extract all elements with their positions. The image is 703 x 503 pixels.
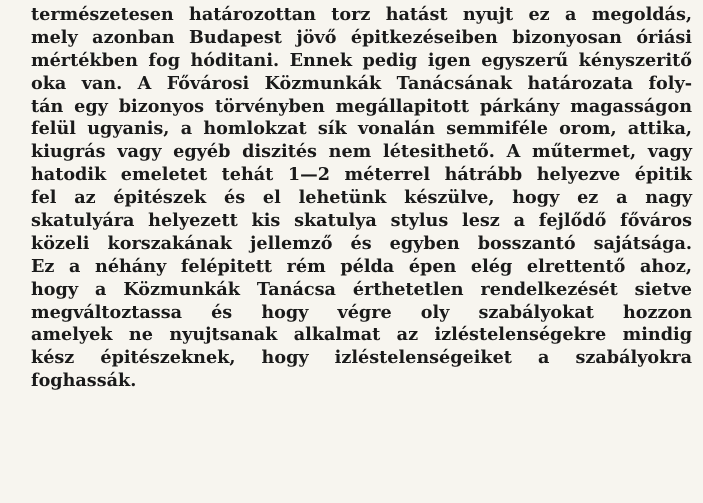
text-line: Ez a néhány felépitett rém példa épen elég elrettentő ahoz, xyxy=(31,255,692,277)
text-line: mértékben fog hóditani. Ennek pedig igen egyszerű kényszeritő xyxy=(31,49,692,71)
text-line: kész épitészeknek, hogy izléstelenségeiket a szabályokra xyxy=(31,347,692,369)
text-line: hatodik emeletet tehát 1—2 méterrel hátrább helyezve épitik xyxy=(31,164,692,186)
text-line: kiugrás vagy egyéb diszités nem létesithető. A műtermet, vagy xyxy=(31,141,692,163)
body-paragraph xyxy=(31,4,692,393)
text-line: foghassák. xyxy=(31,370,137,392)
text-line: hogy a Közmunkák Tanácsa érthetetlen rendelkezését sietve xyxy=(31,278,692,300)
text-line: amelyek ne nyujtsanak alkalmat az izléstelenségekre mindig xyxy=(31,324,692,346)
text-line: fel az épitészek és el lehetünk készülve, hogy ez a nagy xyxy=(31,187,692,209)
text-line: oka van. A Fővárosi Közmunkák Tanácsának határozata foly- xyxy=(31,72,692,94)
text-line: természetesen határozottan torz hatást nyujt ez a megoldás, xyxy=(31,4,692,25)
text-line: mely azonban Budapest jövő épitkezéseiben bizonyosan óriási xyxy=(31,26,692,48)
text-line: megváltoztassa és hogy végre oly szabályokat hozzon xyxy=(31,301,692,323)
text-line: tán egy bizonyos törvényben megállapitott párkány magasságon xyxy=(31,95,692,117)
text-line: közeli korszakának jellemző és egyben bosszantó sajátsága. xyxy=(31,232,692,254)
text-line: felül ugyanis, a homlokzat sík vonalán semmiféle orom, attika, xyxy=(31,118,692,140)
text-line: skatulyára helyezett kis skatulya stylus lesz a fejlődő főváros xyxy=(31,210,692,232)
